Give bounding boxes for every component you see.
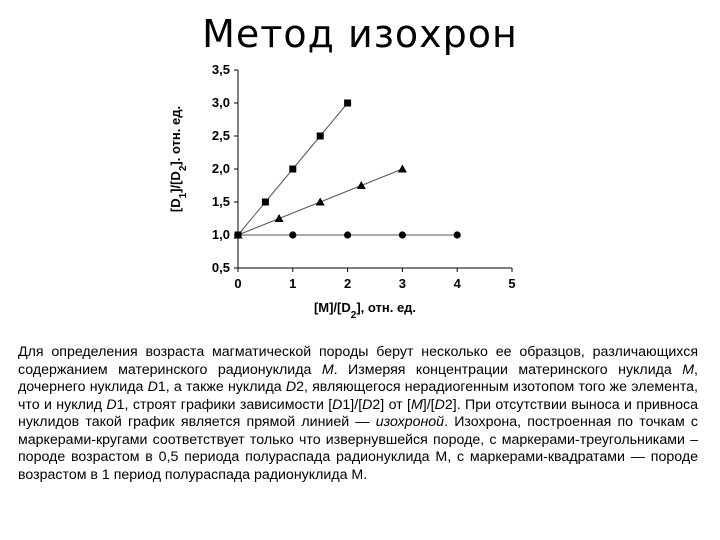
description-segment: Для определения возраста магматической породы берут несколько ее образцов, различающихся содержанием материнского радионуклида [18, 344, 698, 378]
y-tick-label: 3,5 [211, 62, 230, 77]
data-point-triangle [275, 214, 284, 222]
x-axis-label-part: ], отн. ед. [356, 300, 417, 315]
data-point-circle [344, 231, 351, 238]
y-tick-label: 1,5 [211, 194, 230, 209]
description-segment: D [106, 396, 117, 413]
data-point-square [289, 166, 296, 173]
description-segment: 1, строят графики зависимости [ [116, 396, 333, 413]
slide-title: Метод изохрон [202, 12, 518, 56]
y-axis-label-part: [D [168, 198, 183, 213]
x-axis-label-part: [M]/[D [313, 300, 351, 315]
data-point-circle [454, 231, 461, 238]
y-tick-label: 0,5 [211, 260, 230, 275]
y-axis-label [168, 106, 189, 212]
data-point-circle [399, 231, 406, 238]
data-point-square [344, 100, 351, 107]
y-tick-label: 3,0 [211, 95, 230, 110]
description-segment: D [285, 379, 297, 395]
y-axis-label-subscript: 2 [177, 165, 189, 172]
data-point-square [262, 199, 269, 206]
description-segment: M [410, 396, 423, 413]
description-segment: ]/[ [422, 396, 435, 413]
description-segment: M [321, 361, 334, 378]
description-segment: 1, а также нуклида [157, 379, 286, 395]
y-axis-label-subscript: 1 [177, 192, 189, 199]
data-point-square [235, 232, 242, 239]
x-tick-label: 0 [234, 276, 242, 291]
x-axis-label-subscript: 2 [350, 309, 357, 321]
description-segment: D [332, 396, 343, 413]
x-tick-label: 4 [453, 276, 461, 291]
data-point-square [317, 133, 324, 140]
x-tick-label: 1 [289, 276, 297, 291]
description-segment: M [682, 361, 695, 378]
data-point-circle [289, 231, 296, 238]
x-axis-label [314, 300, 416, 321]
description-segment: 2, являющегося нерадиогенным изотопом того же элемента, что и нуклид [18, 379, 699, 413]
y-tick-label: 2,5 [211, 128, 230, 143]
description-segment: 2] от [ [372, 396, 411, 413]
description-segment: изохроной [375, 414, 445, 430]
data-point-triangle [398, 165, 407, 173]
description-segment: , дочернего нуклида [18, 361, 698, 395]
y-tick-label: 2,0 [211, 161, 230, 176]
y-tick-label: 1,0 [211, 227, 230, 242]
data-point-triangle [316, 198, 325, 206]
x-tick-label: 3 [398, 276, 407, 291]
x-tick-label: 2 [343, 276, 352, 291]
y-axis-label-part: ]. отн. ед. [168, 105, 183, 166]
description-segment: . Измеряя концентрации материнского нуклида [333, 361, 683, 378]
x-tick-label: 5 [508, 276, 516, 291]
description-segment: D [434, 396, 445, 413]
data-point-triangle [357, 181, 366, 189]
description-segment: 1]/[ [342, 396, 363, 413]
description-segment: D [147, 379, 158, 395]
description-segment: 2]. При отсутствии выноса и привноса нуклидов такой график является прямой линией — [18, 396, 699, 430]
description-segment: . Изохрона, построенная по точкам с маркерами-кругами соответствует только что извернувшейся породе, с маркерами-треугольниками – породе возрастом в 0,5 периода полураспада радионуклида М, с маркерами-квадратами — породе возрастом в 1 период полураспада радионуклида М. [18, 414, 698, 483]
description-segment: D [362, 396, 373, 413]
description-text [18, 344, 698, 484]
y-axis-label-part: ]/[D [168, 171, 183, 193]
